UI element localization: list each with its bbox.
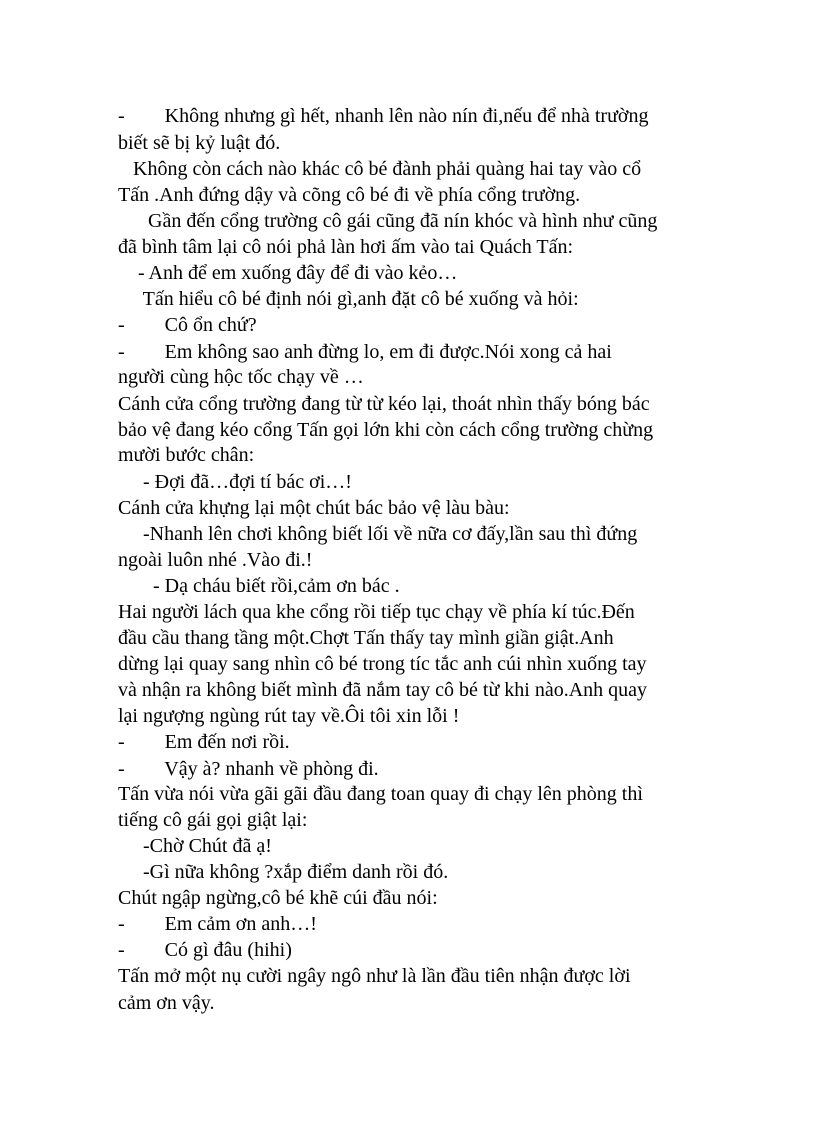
text-line: Cánh cửa khựng lại một chút bác bảo vệ làu bàu: — [118, 497, 510, 519]
text-line: - Em đến nơi rồi. — [118, 731, 290, 753]
text-line: dừng lại quay sang nhìn cô bé trong tíc tắc anh cúi nhìn xuống tay — [118, 653, 647, 675]
text-line: tiếng cô gái gọi giật lại: — [118, 809, 308, 831]
text-line: - Có gì đâu (hihi) — [118, 939, 292, 961]
text-line: -Gì nữa không ?xắp điểm danh rồi đó. — [118, 861, 449, 883]
text-line: - Không nhưng gì hết, nhanh lên nào nín đi,nếu để nhà trường — [118, 105, 649, 127]
text-line: người cùng hộc tốc chạy về … — [118, 366, 364, 388]
text-line: cảm ơn vậy. — [118, 992, 215, 1014]
text-line: Chút ngập ngừng,cô bé khẽ cúi đầu nói: — [118, 887, 438, 909]
text-line: - Em không sao anh đừng lo, em đi được.Nói xong cả hai — [118, 341, 612, 363]
text-line: - Anh để em xuống đây để đi vào kẻo… — [118, 262, 458, 284]
text-line: bảo vệ đang kéo cổng Tấn gọi lớn khi còn cách cổng trường chừng — [118, 419, 654, 441]
text-line: Tấn hiểu cô bé định nói gì,anh đặt cô bé xuống và hỏi: — [118, 288, 579, 310]
text-line: -Chờ Chút đã ạ! — [118, 835, 272, 857]
text-line: lại ngượng ngùng rút tay về.Ôi tôi xin lỗi ! — [118, 705, 460, 727]
text-line: - Đợi đã…đợi tí bác ơi…! — [118, 471, 352, 493]
text-line: đã bình tâm lại cô nói phả làn hơi ấm vào tai Quách Tấn: — [118, 236, 574, 258]
text-line: Không còn cách nào khác cô bé đành phải quàng hai tay vào cổ — [118, 158, 642, 180]
text-line: - Em cảm ơn anh…! — [118, 913, 317, 935]
text-line: Cánh cửa cổng trường đang từ từ kéo lại, thoát nhìn thấy bóng bác — [118, 393, 650, 415]
text-line: Tấn .Anh đứng dậy và cõng cô bé đi về phía cổng trường. — [118, 184, 581, 206]
text-line: đầu cầu thang tầng một.Chợt Tấn thấy tay mình giần giật.Anh — [118, 627, 614, 649]
text-line: - Dạ cháu biết rồi,cảm ơn bác . — [118, 575, 400, 597]
text-line: - Vậy à? nhanh về phòng đi. — [118, 758, 379, 780]
text-line: và nhận ra không biết mình đã nắm tay cô bé từ khi nào.Anh quay — [118, 679, 648, 701]
text-line: Hai người lách qua khe cổng rồi tiếp tục chạy về phía kí túc.Đến — [118, 601, 635, 623]
text-line: mười bước chân: — [118, 444, 255, 466]
text-line: biết sẽ bị kỷ luật đó. — [118, 132, 281, 154]
text-line: ngoài luôn nhé .Vào đi.! — [118, 549, 313, 571]
text-line: Tấn mở một nụ cười ngây ngô như là lần đầu tiên nhận được lời — [118, 965, 631, 987]
text-line: Tấn vừa nói vừa gãi gãi đầu đang toan quay đi chạy lên phòng thì — [118, 783, 643, 805]
text-line: Gần đến cổng trường cô gái cũng đã nín khóc và hình như cũng — [118, 210, 658, 232]
text-line: - Cô ổn chứ? — [118, 314, 257, 336]
text-line: -Nhanh lên chơi không biết lối về nữa cơ đấy,lần sau thì đứng — [118, 523, 638, 545]
